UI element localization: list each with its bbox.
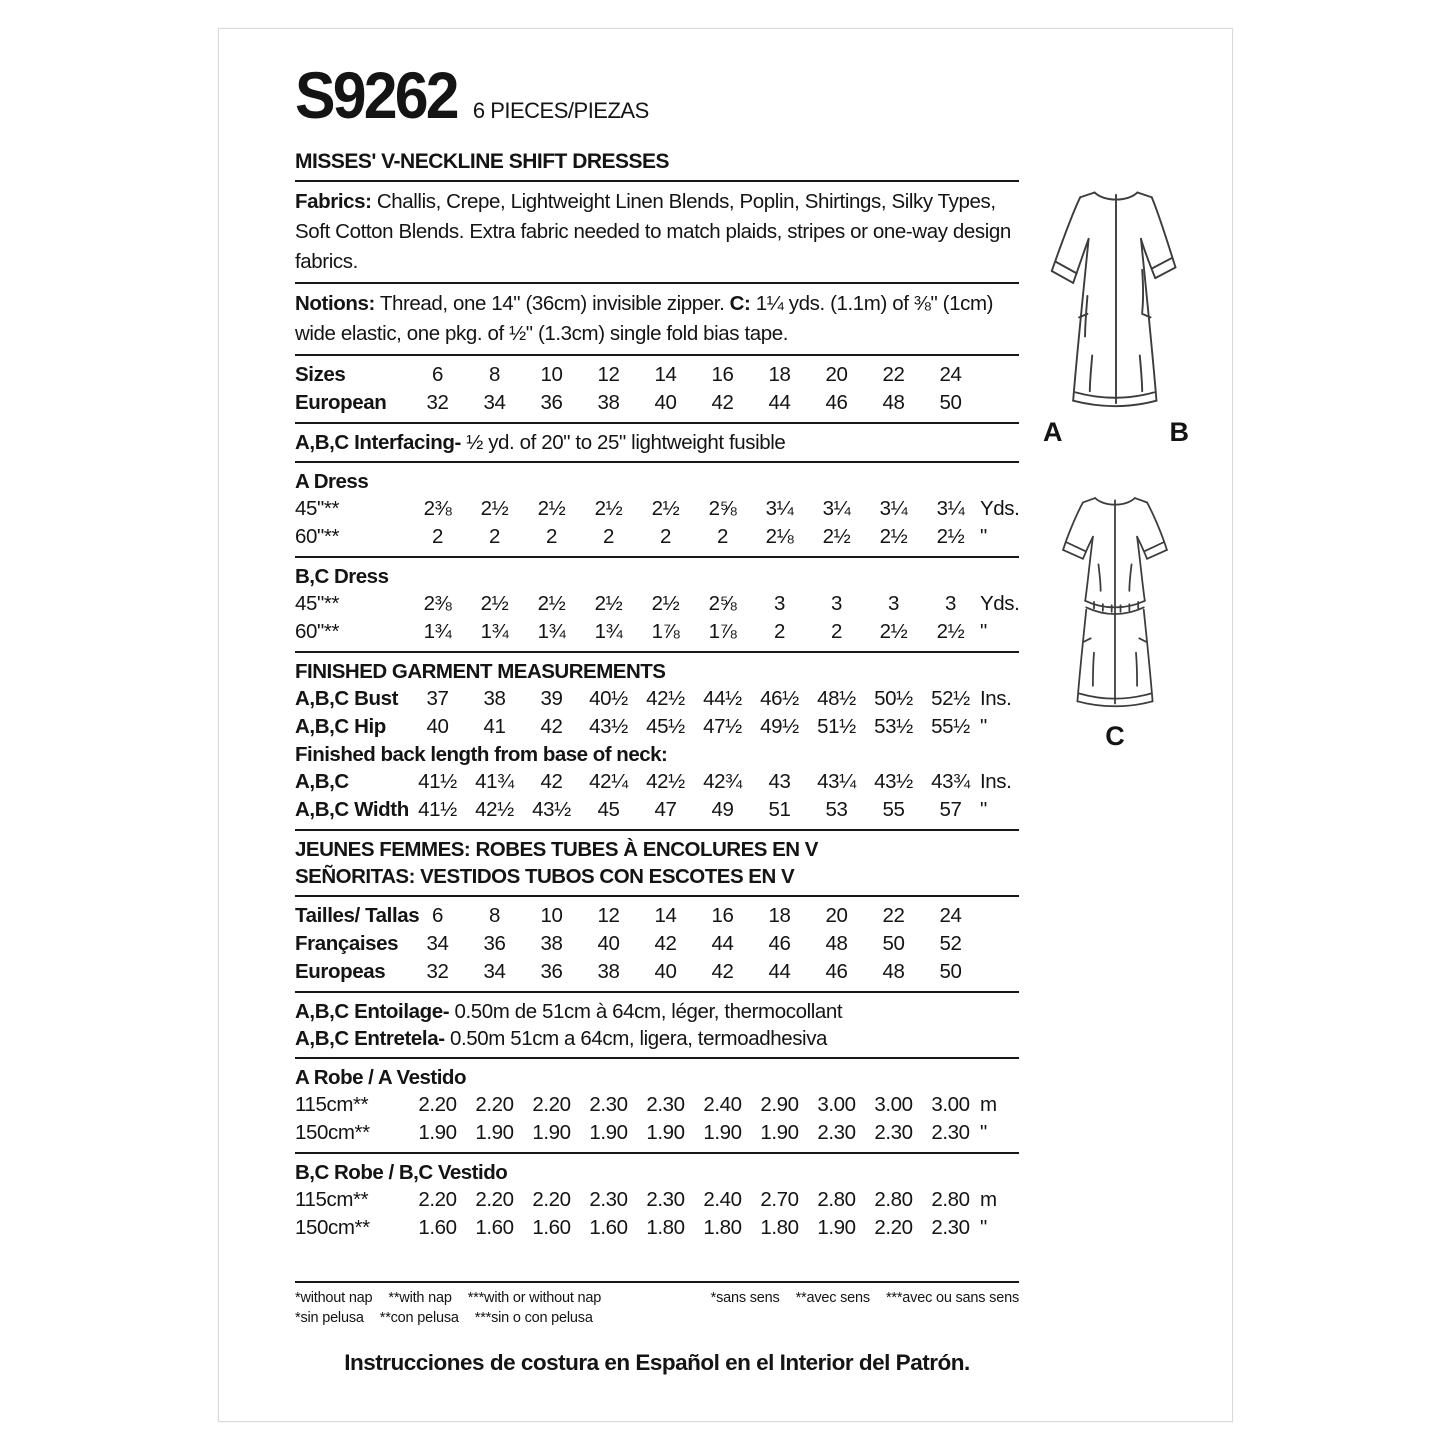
footnote: ***avec ou sans sens <box>885 1290 1019 1306</box>
table-row <box>295 523 1019 551</box>
table-row <box>295 958 1019 986</box>
table-cell: 52 <box>939 932 962 955</box>
table-cell: 1⅞ <box>651 620 680 643</box>
table-cell: 1.60 <box>418 1216 457 1239</box>
table-cell: 2.20 <box>418 1093 457 1116</box>
notions-text: Thread, one 14" (36cm) invisible zipper. <box>374 292 730 315</box>
table-cell: 47 <box>654 798 677 821</box>
divider <box>295 556 1019 558</box>
table-cell: 42 <box>654 932 677 955</box>
bc-robe-table <box>295 1186 1019 1242</box>
footnote: **avec sens <box>795 1290 870 1306</box>
garment-title: MISSES' V-NECKLINE SHIFT DRESSES <box>295 150 670 173</box>
table-cell: 41 <box>483 715 506 738</box>
table-cell: 48 <box>882 391 905 414</box>
spacer <box>295 1242 1019 1276</box>
table-cell: 24 <box>939 363 962 386</box>
notions-label: Notions: <box>295 292 375 315</box>
table-cell: 51 <box>768 798 791 821</box>
table-cell: 2⅜ <box>423 497 452 520</box>
entoilage-label: A,B,C Entoilage- <box>295 1000 450 1023</box>
table-cell: 36 <box>483 932 506 955</box>
footnotes <box>295 1288 1019 1328</box>
fabrics-label: Fabrics: <box>295 190 372 213</box>
notions-paragraph <box>295 289 1019 349</box>
table-cell: 53½ <box>874 715 913 738</box>
row-label: 45"** <box>295 592 340 615</box>
bc-dress-heading: B,C Dress <box>295 565 389 588</box>
table-cell: 51½ <box>817 715 856 738</box>
table-cell: 2½ <box>651 592 680 615</box>
divider <box>295 422 1019 424</box>
table-cell: 2 <box>773 620 785 643</box>
title-block <box>295 58 1019 132</box>
finished-measurements-heading: FINISHED GARMENT MEASUREMENTS <box>295 660 666 683</box>
row-label: 60"** <box>295 525 340 548</box>
unit-label: Ins. <box>980 687 1012 710</box>
a-dress-table <box>295 495 1019 551</box>
table-cell: 1.90 <box>589 1121 628 1144</box>
table-cell: 41½ <box>418 798 457 821</box>
table-cell: 1.80 <box>760 1216 799 1239</box>
divider <box>295 829 1019 831</box>
table-cell: 48 <box>825 932 848 955</box>
table-cell: 57 <box>939 798 962 821</box>
entretela-text: 0.50m 51cm a 64cm, ligera, termoadhesiva <box>444 1027 828 1050</box>
unit-label: m <box>980 1188 997 1211</box>
dress-ab-figure <box>1013 177 1219 448</box>
table-row <box>295 495 1019 523</box>
entretela-label: A,B,C Entretela- <box>295 1027 445 1050</box>
table-cell: 2½ <box>879 620 908 643</box>
table-cell: 2.30 <box>817 1121 856 1144</box>
table-cell: 43½ <box>874 770 913 793</box>
divider <box>295 991 1019 993</box>
table-cell: 2.30 <box>931 1121 970 1144</box>
table-cell: 2 <box>488 525 500 548</box>
table-cell: 1.60 <box>532 1216 571 1239</box>
table-cell: 12 <box>597 363 620 386</box>
entoilage-line <box>295 998 1019 1025</box>
table-cell: 44 <box>768 391 791 414</box>
table-cell: 20 <box>825 904 848 927</box>
table-cell: 34 <box>483 960 506 983</box>
row-label: Tailles/ Tallas <box>295 904 420 927</box>
table-cell: 3 <box>773 592 785 615</box>
sizes-table <box>295 361 1019 417</box>
table-cell: 2.20 <box>532 1188 571 1211</box>
interfacing-text: ½ yd. of 20" to 25" lightweight fusible <box>460 431 786 454</box>
row-label: A,B,C Bust <box>295 687 399 710</box>
table-cell: 45 <box>597 798 620 821</box>
table-cell: 3¼ <box>936 497 965 520</box>
table-row <box>295 1091 1019 1119</box>
pattern-number: S9262 <box>295 58 457 132</box>
table-cell: 18 <box>768 904 791 927</box>
table-cell: 10 <box>540 904 563 927</box>
table-cell: 46½ <box>760 687 799 710</box>
unit-label: " <box>980 525 987 548</box>
french-heading: JEUNES FEMMES: ROBES TUBES À ENCOLURES EN V <box>295 838 818 861</box>
table-cell: 46 <box>768 932 791 955</box>
table-cell: 14 <box>654 904 677 927</box>
table-cell: 2⅛ <box>765 525 794 548</box>
table-cell: 1.90 <box>646 1121 685 1144</box>
pieces-count: 6 PIECES/PIEZAS <box>472 98 649 123</box>
row-label: 45"** <box>295 497 340 520</box>
table-row <box>295 902 1019 930</box>
table-cell: 2.40 <box>703 1093 742 1116</box>
entoilage-text: 0.50m de 51cm à 64cm, léger, thermocollant <box>449 1000 843 1023</box>
table-cell: 3 <box>887 592 899 615</box>
table-cell: 36 <box>540 391 563 414</box>
table-cell: 42½ <box>646 687 685 710</box>
table-cell: 1.90 <box>817 1216 856 1239</box>
table-cell: 3.00 <box>874 1093 913 1116</box>
dress-c-illustration <box>1040 487 1190 719</box>
table-cell: 3 <box>830 592 842 615</box>
table-cell: 6 <box>431 904 443 927</box>
view-c-label: C <box>1105 721 1125 751</box>
table-cell: 42¼ <box>589 770 628 793</box>
table-cell: 48 <box>882 960 905 983</box>
table-cell: 43¼ <box>817 770 856 793</box>
unit-label: " <box>980 715 987 738</box>
table-cell: 39 <box>540 687 563 710</box>
table-cell: 8 <box>488 363 500 386</box>
table-cell: 47½ <box>703 715 742 738</box>
table-row <box>295 618 1019 646</box>
table-cell: 1.80 <box>646 1216 685 1239</box>
table-cell: 46 <box>825 391 848 414</box>
table-row <box>295 796 1019 824</box>
table-cell: 2.30 <box>874 1121 913 1144</box>
table-cell: 2.30 <box>931 1216 970 1239</box>
table-cell: 50 <box>882 932 905 955</box>
table-cell: 2 <box>602 525 614 548</box>
row-label: 115cm** <box>295 1188 369 1211</box>
notions-text-2: 1¼ yds. (1.1m) of ⅜" (1cm) wide elastic, one pkg. of ½" (1.3cm) single fold bias tape. <box>295 292 994 345</box>
table-cell: 12 <box>597 904 620 927</box>
unit-label: " <box>980 1121 987 1144</box>
table-cell: 1.80 <box>703 1216 742 1239</box>
table-cell: 3.00 <box>931 1093 970 1116</box>
row-label: A,B,C <box>295 770 349 793</box>
table-cell: 2½ <box>537 497 566 520</box>
table-cell: 43 <box>768 770 791 793</box>
table-cell: 2½ <box>936 525 965 548</box>
table-cell: 42 <box>711 960 734 983</box>
row-label: 115cm** <box>295 1093 369 1116</box>
table-cell: 50½ <box>874 687 913 710</box>
table-cell: 55 <box>882 798 905 821</box>
table-cell: 14 <box>654 363 677 386</box>
table-cell: 43½ <box>532 798 571 821</box>
table-cell: 2½ <box>822 525 851 548</box>
a-robe-heading: A Robe / A Vestido <box>295 1066 466 1089</box>
footnotes-english-spanish <box>295 1288 617 1328</box>
dress-ab-labels <box>1013 417 1219 448</box>
table-cell: 50 <box>939 391 962 414</box>
spanish-heading: SEÑORITAS: VESTIDOS TUBOS CON ESCOTES EN V <box>295 865 795 888</box>
main-content <box>295 58 1020 1376</box>
table-cell: 43¾ <box>931 770 970 793</box>
table-cell: 1.90 <box>703 1121 742 1144</box>
table-cell: 8 <box>488 904 500 927</box>
fabrics-text: Challis, Crepe, Lightweight Linen Blends, Poplin, Shirtings, Silky Types, Soft Cotton Blends. Extra fabric needed to match plaids, stripes or one-way design fabrics. <box>295 190 1011 273</box>
table-cell: 2½ <box>480 592 509 615</box>
table-cell: 49 <box>711 798 734 821</box>
table-cell: 40 <box>654 391 677 414</box>
bc-robe-heading: B,C Robe / B,C Vestido <box>295 1161 508 1184</box>
table-cell: 50 <box>939 960 962 983</box>
table-cell: 2.70 <box>760 1188 799 1211</box>
row-label: Françaises <box>295 932 399 955</box>
back-length-table <box>295 768 1019 824</box>
table-cell: 2.20 <box>475 1093 514 1116</box>
table-row <box>295 685 1019 713</box>
table-cell: 34 <box>426 932 449 955</box>
table-cell: 2 <box>545 525 557 548</box>
footnote: *sans sens <box>710 1290 780 1306</box>
table-cell: 1.60 <box>589 1216 628 1239</box>
table-cell: 38 <box>540 932 563 955</box>
footnote: **with nap <box>388 1290 452 1306</box>
spanish-instructions-note: Instrucciones de costura en Español en el Interior del Patrón. <box>344 1350 970 1375</box>
divider <box>295 1152 1019 1154</box>
divider <box>295 651 1019 653</box>
table-cell: 1.90 <box>532 1121 571 1144</box>
table-cell: 36 <box>540 960 563 983</box>
table-cell: 53 <box>825 798 848 821</box>
divider <box>295 354 1019 356</box>
table-cell: 6 <box>431 363 443 386</box>
fabrics-paragraph <box>295 187 1019 277</box>
table-cell: 16 <box>711 363 734 386</box>
table-row <box>295 1186 1019 1214</box>
table-cell: 1¾ <box>480 620 509 643</box>
divider <box>295 1057 1019 1059</box>
table-cell: 2.30 <box>589 1093 628 1116</box>
table-cell: 1.90 <box>760 1121 799 1144</box>
table-row <box>295 1119 1019 1147</box>
table-cell: 2.30 <box>589 1188 628 1211</box>
table-cell: 2½ <box>480 497 509 520</box>
dress-ab-illustration <box>1036 177 1196 415</box>
table-cell: 2.20 <box>874 1216 913 1239</box>
unit-label: " <box>980 798 987 821</box>
table-cell: 40½ <box>589 687 628 710</box>
footnote-line-en <box>295 1288 617 1308</box>
table-cell: 20 <box>825 363 848 386</box>
interfacing-label: A,B,C Interfacing- <box>295 431 461 454</box>
table-cell: 3¼ <box>822 497 851 520</box>
table-cell: 2.80 <box>931 1188 970 1211</box>
entretela-line <box>295 1025 1019 1052</box>
table-cell: 40 <box>426 715 449 738</box>
table-cell: 42½ <box>646 770 685 793</box>
table-cell: 34 <box>483 391 506 414</box>
row-label: 150cm** <box>295 1216 370 1239</box>
table-cell: 1¾ <box>537 620 566 643</box>
table-cell: 40 <box>597 932 620 955</box>
view-b-label: B <box>1169 417 1189 447</box>
table-cell: 16 <box>711 904 734 927</box>
table-cell: 3¼ <box>879 497 908 520</box>
table-cell: 2.90 <box>760 1093 799 1116</box>
table-cell: 38 <box>483 687 506 710</box>
divider <box>295 282 1019 284</box>
table-cell: 43½ <box>589 715 628 738</box>
table-cell: 2 <box>431 525 443 548</box>
table-cell: 38 <box>597 960 620 983</box>
table-cell: 2½ <box>594 497 623 520</box>
table-cell: 44½ <box>703 687 742 710</box>
table-cell: 2⅝ <box>708 592 737 615</box>
unit-label: Ins. <box>980 770 1012 793</box>
table-cell: 44 <box>768 960 791 983</box>
back-length-heading: Finished back length from base of neck: <box>295 743 668 766</box>
table-cell: 2⅜ <box>423 592 452 615</box>
table-cell: 2.30 <box>646 1093 685 1116</box>
divider <box>295 180 1019 182</box>
table-cell: 2 <box>716 525 728 548</box>
table-cell: 1⅞ <box>708 620 737 643</box>
table-cell: 2⅝ <box>708 497 737 520</box>
a-robe-table <box>295 1091 1019 1147</box>
divider <box>295 1281 1019 1283</box>
row-label: A,B,C Hip <box>295 715 386 738</box>
table-cell: 55½ <box>931 715 970 738</box>
footnote: **con pelusa <box>379 1310 459 1326</box>
table-cell: 2.80 <box>874 1188 913 1211</box>
table-cell: 18 <box>768 363 791 386</box>
table-cell: 3¼ <box>765 497 794 520</box>
table-cell: 2.80 <box>817 1188 856 1211</box>
table-cell: 2.40 <box>703 1188 742 1211</box>
footnote: ***sin o con pelusa <box>474 1310 593 1326</box>
table-cell: 45½ <box>646 715 685 738</box>
table-cell: 2½ <box>879 525 908 548</box>
footnotes-french <box>695 1288 1019 1328</box>
tailles-table <box>295 902 1019 986</box>
footnote: *sin pelusa <box>295 1310 364 1326</box>
table-cell: 1.60 <box>475 1216 514 1239</box>
table-cell: 42½ <box>475 798 514 821</box>
table-cell: 1¾ <box>423 620 452 643</box>
table-row <box>295 590 1019 618</box>
row-label: 150cm** <box>295 1121 370 1144</box>
table-cell: 41½ <box>418 770 457 793</box>
table-cell: 42 <box>540 715 563 738</box>
interfacing-line <box>295 429 1019 456</box>
table-cell: 38 <box>597 391 620 414</box>
table-cell: 3.00 <box>817 1093 856 1116</box>
table-cell: 1.90 <box>475 1121 514 1144</box>
unit-label: m <box>980 1093 997 1116</box>
table-row <box>295 930 1019 958</box>
table-cell: 44 <box>711 932 734 955</box>
row-label: 60"** <box>295 620 340 643</box>
table-cell: 1.90 <box>418 1121 457 1144</box>
row-label: European <box>295 391 387 414</box>
divider <box>295 895 1019 897</box>
unit-label: " <box>980 620 987 643</box>
table-cell: 52½ <box>931 687 970 710</box>
unit-label: " <box>980 1216 987 1239</box>
table-cell: 2½ <box>936 620 965 643</box>
notions-view-c-label: C: <box>729 292 751 315</box>
table-cell: 2.30 <box>646 1188 685 1211</box>
table-cell: 32 <box>426 391 449 414</box>
table-row <box>295 361 1019 389</box>
table-cell: 2½ <box>594 592 623 615</box>
table-cell: 3 <box>944 592 956 615</box>
unit-label: Yds. <box>980 497 1020 520</box>
table-cell: 24 <box>939 904 962 927</box>
table-cell: 2.20 <box>418 1188 457 1211</box>
table-cell: 2.20 <box>532 1093 571 1116</box>
table-cell: 22 <box>882 904 905 927</box>
divider <box>295 461 1019 463</box>
table-cell: 40 <box>654 960 677 983</box>
table-cell: 42 <box>711 391 734 414</box>
table-row <box>295 1214 1019 1242</box>
row-label: Europeas <box>295 960 386 983</box>
table-cell: 37 <box>426 687 449 710</box>
table-cell: 22 <box>882 363 905 386</box>
table-cell: 32 <box>426 960 449 983</box>
table-cell: 1¾ <box>594 620 623 643</box>
table-cell: 46 <box>825 960 848 983</box>
table-row <box>295 713 1019 741</box>
table-cell: 48½ <box>817 687 856 710</box>
table-cell: 42¾ <box>703 770 742 793</box>
table-cell: 10 <box>540 363 563 386</box>
table-cell: 2.20 <box>475 1188 514 1211</box>
footnote: ***with or without nap <box>467 1290 602 1306</box>
a-dress-heading: A Dress <box>295 470 369 493</box>
finished-measurements-table <box>295 685 1019 741</box>
bc-dress-table <box>295 590 1019 646</box>
table-cell: 2½ <box>537 592 566 615</box>
view-a-label: A <box>1043 417 1063 447</box>
table-cell: 42 <box>540 770 563 793</box>
footnote: *without nap <box>295 1290 373 1306</box>
table-row <box>295 389 1019 417</box>
dress-c-figure <box>1017 487 1213 752</box>
row-label: A,B,C Width <box>295 798 409 821</box>
table-cell: 41¾ <box>475 770 514 793</box>
row-label: Sizes <box>295 363 346 386</box>
pattern-envelope-back <box>218 28 1233 1422</box>
table-cell: 2 <box>830 620 842 643</box>
table-cell: 2 <box>659 525 671 548</box>
table-cell: 2½ <box>651 497 680 520</box>
unit-label: Yds. <box>980 592 1020 615</box>
footnote-line-es <box>295 1308 617 1328</box>
table-cell: 49½ <box>760 715 799 738</box>
table-row <box>295 768 1019 796</box>
